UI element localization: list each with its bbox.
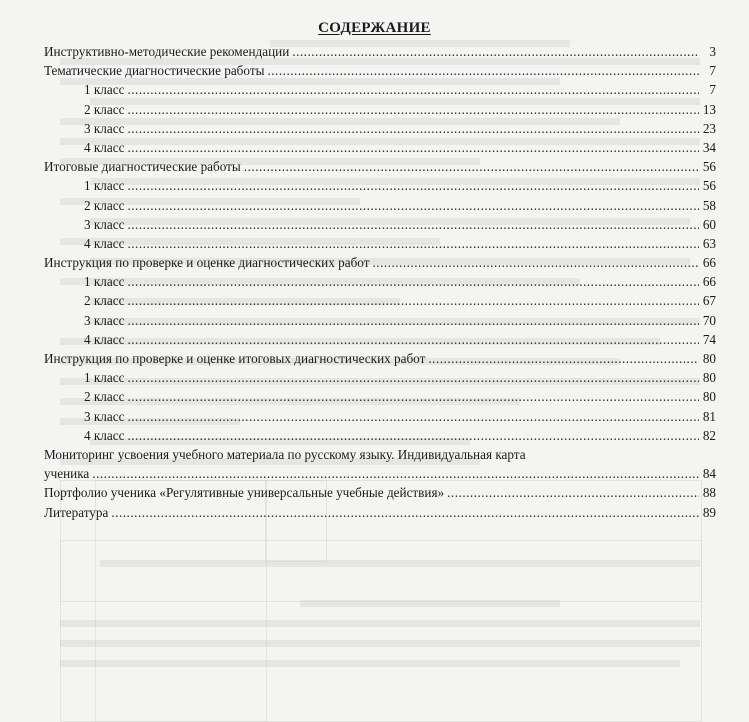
table-of-contents xyxy=(44,44,716,524)
leader-dots xyxy=(372,255,699,271)
leader-dots xyxy=(127,370,699,386)
toc-entry-text: Инструктивно-методические рекомендации xyxy=(44,44,290,59)
toc-entry-page: 80 xyxy=(702,370,716,386)
toc-entry-page: 7 xyxy=(709,63,716,79)
leader-dots xyxy=(292,44,699,60)
toc-entry-page: 13 xyxy=(702,101,716,117)
toc-entry-page: 66 xyxy=(702,274,716,290)
toc-entry-text: 2 класс xyxy=(84,101,125,117)
toc-entry-text: 4 класс xyxy=(84,235,125,251)
toc-entry-text: 4 класс xyxy=(84,427,125,443)
toc-entry-page: 23 xyxy=(702,120,716,136)
toc-entry-page: 3 xyxy=(709,44,716,59)
toc-entry-page: 56 xyxy=(702,159,716,175)
toc-tail-entries xyxy=(44,485,716,523)
toc-entry xyxy=(44,121,716,140)
toc-entry-page: 80 xyxy=(702,389,716,405)
toc-entry-text: Литература xyxy=(44,504,109,520)
leader-dots xyxy=(244,159,699,175)
toc-entry xyxy=(44,409,716,428)
leader-dots xyxy=(127,274,699,290)
leader-dots xyxy=(127,409,699,425)
leader-dots xyxy=(127,428,699,444)
toc-entry-text: 4 класс xyxy=(84,139,125,155)
toc-entry-page: 74 xyxy=(702,331,716,347)
toc-entry-page: 7 xyxy=(709,82,716,98)
toc-entry xyxy=(44,351,716,370)
toc-entry xyxy=(44,44,716,63)
toc-entry xyxy=(44,428,716,447)
leader-dots xyxy=(92,466,699,482)
leader-dots xyxy=(127,121,699,137)
leader-dots xyxy=(127,313,699,329)
toc-entry xyxy=(44,159,716,178)
toc-entry-monitoring xyxy=(44,447,716,485)
leader-dots xyxy=(111,505,699,521)
toc-entry-text: 1 класс xyxy=(84,274,125,290)
toc-entry-text: 4 класс xyxy=(84,331,125,347)
leader-dots xyxy=(428,351,699,367)
toc-entry xyxy=(44,140,716,159)
leader-dots xyxy=(127,178,699,194)
toc-entry-page: 67 xyxy=(702,293,716,309)
toc-entry-text: 1 класс xyxy=(84,178,125,194)
toc-entry xyxy=(44,389,716,408)
toc-entry-page: 66 xyxy=(702,255,716,271)
toc-entry-text: 3 класс xyxy=(84,408,125,424)
toc-entry-text: ученика xyxy=(44,466,90,482)
toc-entry-page: 63 xyxy=(702,235,716,251)
toc-entry xyxy=(44,198,716,217)
toc-entry xyxy=(44,178,716,197)
toc-entry xyxy=(44,102,716,121)
toc-entry-text: 3 класс xyxy=(84,120,125,136)
toc-entry xyxy=(44,236,716,255)
toc-entry-page: 84 xyxy=(702,466,716,482)
toc-entry-page: 58 xyxy=(702,197,716,213)
page-title: СОДЕРЖАНИЕ xyxy=(318,20,431,36)
toc-entry xyxy=(44,255,716,274)
toc-entry-page: 56 xyxy=(702,178,716,194)
toc-entry xyxy=(44,63,716,82)
toc-entry-page: 82 xyxy=(702,427,716,443)
toc-entry-page: 60 xyxy=(702,216,716,232)
toc-entry-text: 3 класс xyxy=(84,216,125,232)
leader-dots xyxy=(127,102,699,118)
toc-entry xyxy=(44,485,716,504)
leader-dots xyxy=(127,332,699,348)
toc-entry-text: Мониторинг усвоения учебного материала по русскому языку. Индивидуальная карта xyxy=(44,446,526,462)
toc-entry xyxy=(44,505,716,524)
toc-entry xyxy=(44,332,716,351)
toc-entry-page: 80 xyxy=(702,351,716,366)
toc-entry xyxy=(44,313,716,332)
leader-dots xyxy=(127,389,699,405)
leader-dots xyxy=(127,236,699,252)
toc-entry xyxy=(44,82,716,101)
toc-entry-text: Тематические диагностические работы xyxy=(44,63,265,79)
leader-dots xyxy=(447,485,699,501)
toc-entry-text: 2 класс xyxy=(84,389,125,405)
leader-dots xyxy=(267,63,699,79)
toc-entry-text: Портфолио ученика «Регулятивные универсальные учебные действия» xyxy=(44,485,445,501)
toc-entry-text: 1 класс xyxy=(84,82,125,98)
toc-entry xyxy=(44,217,716,236)
toc-entry-page: 88 xyxy=(702,485,716,501)
toc-entry xyxy=(44,293,716,312)
toc-entry-text: 3 класс xyxy=(84,312,125,328)
toc-entry-page: 70 xyxy=(702,312,716,328)
toc-entry-text: 1 класс xyxy=(84,370,125,386)
leader-dots xyxy=(127,82,699,98)
toc-entry xyxy=(44,274,716,293)
toc-entries xyxy=(44,44,716,447)
toc-entry-page: 81 xyxy=(702,408,716,424)
leader-dots xyxy=(127,293,699,309)
toc-entry-page: 89 xyxy=(702,504,716,520)
leader-dots xyxy=(127,217,699,233)
leader-dots xyxy=(127,198,699,214)
toc-entry-page: 34 xyxy=(702,139,716,155)
leader-dots xyxy=(127,140,699,156)
toc-entry-text: Инструкция по проверке и оценке итоговых диагностических работ xyxy=(44,351,426,366)
toc-entry-text: 2 класс xyxy=(84,293,125,309)
toc-entry-text: Итоговые диагностические работы xyxy=(44,159,241,175)
toc-entry-text: Инструкция по проверке и оценке диагностических работ xyxy=(44,255,370,271)
toc-entry xyxy=(44,370,716,389)
toc-entry-text: 2 класс xyxy=(84,197,125,213)
